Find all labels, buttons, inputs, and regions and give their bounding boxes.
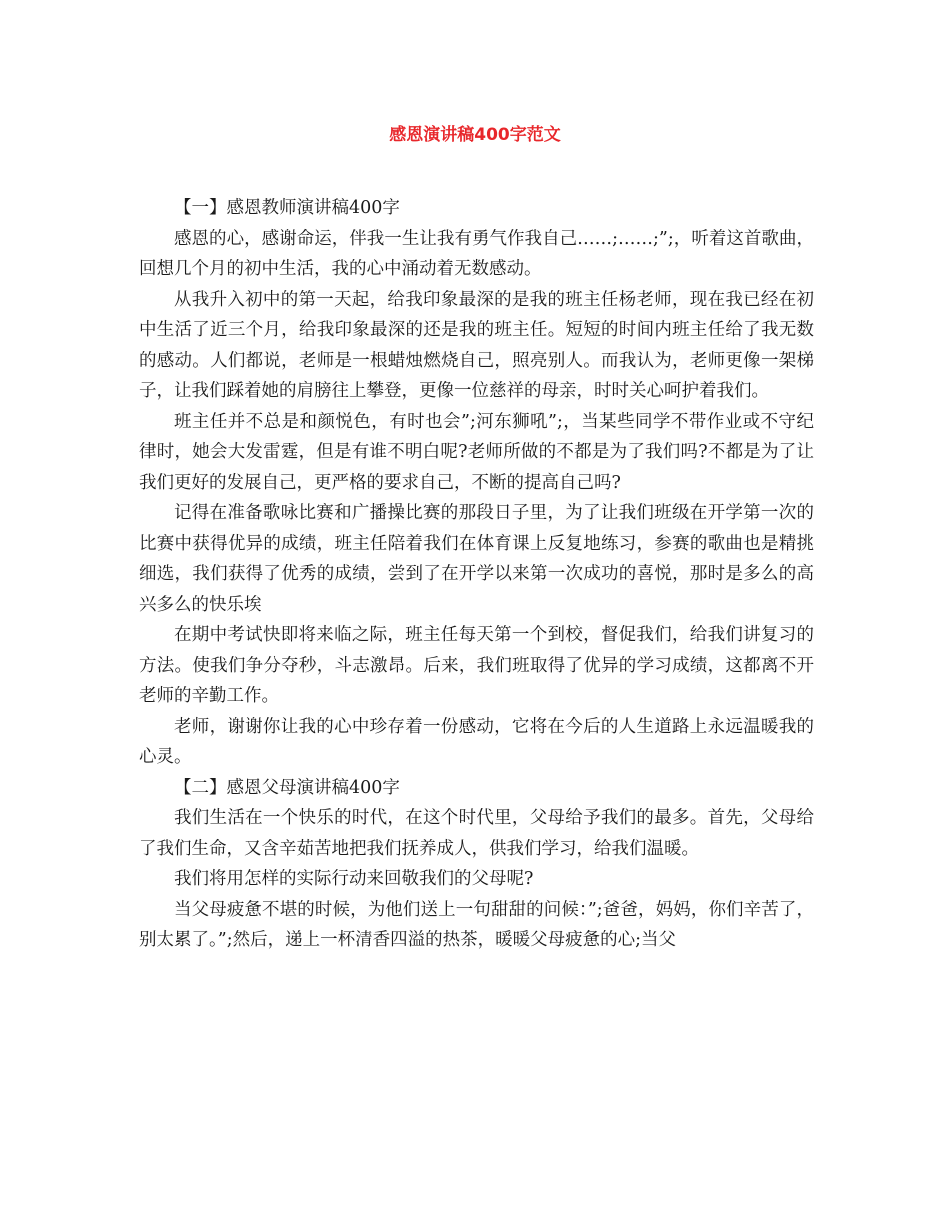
document-title: 感恩演讲稿400字范文 (389, 125, 561, 145)
document-body (139, 193, 814, 956)
paragraph: 我们生活在一个快乐的时代，在这个时代里，父母给予我们的最多。首先，父母给了我们生命，又含辛茹苦地把我们抚养成人，供我们学习，给我们温暖。 (139, 808, 814, 859)
paragraph: 记得在准备歌咏比赛和广播操比赛的那段日子里，为了让我们班级在开学第一次的比赛中获得优异的成绩，班主任陪着我们在体育课上反复地练习，参赛的歌曲也是精挑细选，我们获得了优秀的成绩，尝到了在开学以来第一次成功的喜悦，那时是多么的高兴多么的快乐埃 (139, 503, 814, 615)
paragraph: 当父母疲惫不堪的时候，为他们送上一句甜甜的问候：”;爸爸，妈妈，你们辛苦了，别太累了。”;然后，递上一杯清香四溢的热茶，暖暖父母疲惫的心;当父 (139, 899, 814, 950)
paragraph: 老师，谢谢你让我的心中珍存着一份感动，它将在今后的人生道路上永远温暖我的心灵。 (139, 716, 814, 767)
section-heading-parents: 【二】感恩父母演讲稿400字 (174, 777, 400, 798)
paragraph: 我们将用怎样的实际行动来回敬我们的父母呢? (174, 869, 534, 889)
paragraph: 从我升入初中的第一天起，给我印象最深的是我的班主任杨老师，现在我已经在初中生活了近三个月，给我印象最深的还是我的班主任。短短的时间内班主任给了我无数的感动。人们都说，老师是一根蜡烛燃烧自己，照亮别人。而我认为，老师更像一架梯子，让我们踩着她的肩膀往上攀登，更像一位慈祥的母亲，时时关心呵护着我们。 (139, 289, 814, 401)
section-heading-teacher: 【一】感恩教师演讲稿400字 (174, 198, 400, 218)
paragraph: 在期中考试快即将来临之际，班主任每天第一个到校，督促我们，给我们讲复习的方法。使我们争分夺秒，斗志激昂。后来，我们班取得了优异的学习成绩，这都离不开老师的辛勤工作。 (139, 625, 814, 706)
paragraph: 感恩的心，感谢命运，伴我一生让我有勇气作我自己……;……;”;，听着这首歌曲，回想几个月的初中生活，我的心中涌动着无数感动。 (139, 228, 814, 279)
paragraph: 班主任并不总是和颜悦色，有时也会”;河东狮吼”;，当某些同学不带作业或不守纪律时，她会大发雷霆，但是有谁不明白呢?老师所做的不都是为了我们吗?不都是为了让我们更好的发展自己，更严格的要求自己，不断的提高自己吗? (139, 411, 814, 493)
